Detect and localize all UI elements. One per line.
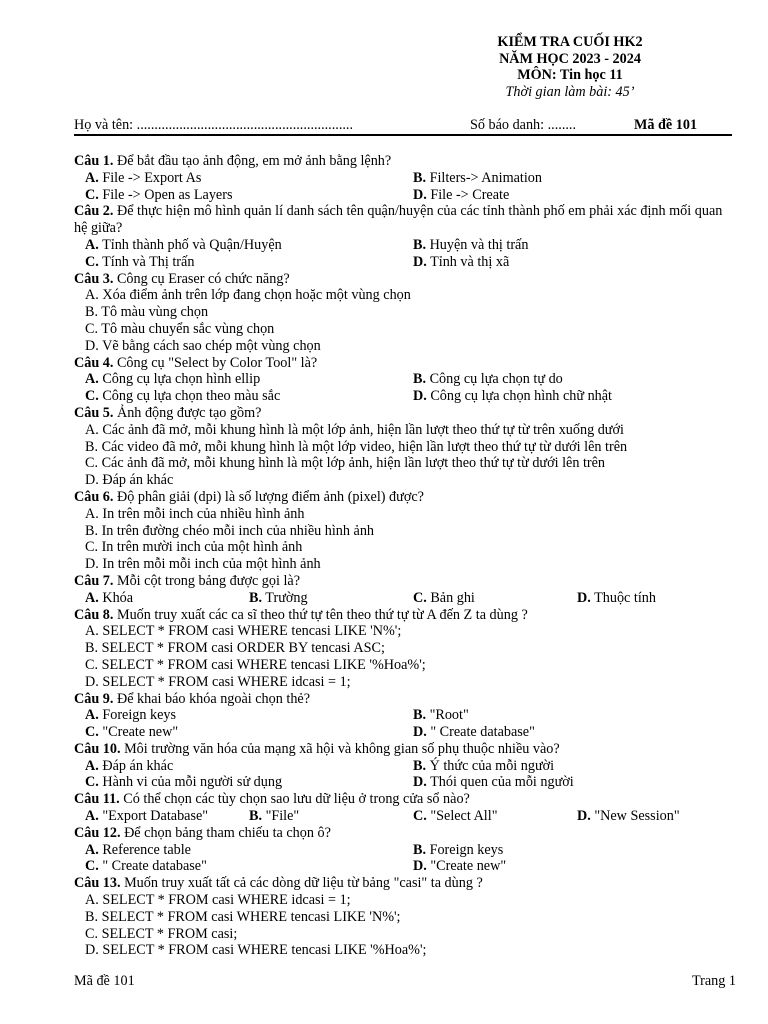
question-number: Câu 10. [74,740,121,757]
student-info-line [74,117,732,136]
option-text: SELECT * FROM casi WHERE idcasi = 1; [98,892,351,909]
option-letter: D. [413,388,427,405]
question-11 [74,791,730,825]
answer-option-a [85,842,191,859]
answer-option-b [413,707,469,724]
option-text: Vẽ bằng cách sao chép một vùng chọn [98,337,321,354]
question-text: Để khai báo khóa ngoài chọn thẻ? [113,690,311,707]
question-number: Câu 12. [74,824,121,841]
answer-option-a [85,623,401,639]
question-number: Câu 8. [74,606,114,623]
option-row [74,338,730,355]
option-row [74,657,730,674]
option-row [74,892,730,909]
option-text: Tỉnh và thị xã [426,253,510,270]
question-text: Độ phân giải (dpi) là số lượng điểm ảnh (pixel) được? [113,488,424,505]
question-stem [74,791,730,808]
option-letter: D. [85,556,99,573]
option-text: "Export Database" [98,808,209,825]
option-text: In trên mười inch của một hình ảnh [98,539,303,556]
option-letter: C. [85,455,99,472]
option-text: SELECT * FROM casi; [98,925,238,942]
option-row [74,909,730,926]
answer-option-c [85,187,232,204]
exam-code: Mã đề 101 [634,117,698,133]
answer-option-d [413,187,509,204]
question-13 [74,875,730,959]
answer-option-d [85,472,173,488]
option-row [74,371,730,388]
question-stem [74,741,730,758]
option-letter: A. [85,623,99,640]
option-letter: C. [85,539,99,556]
answer-option-a [85,422,624,438]
time-limit: Thời gian làm bài: 45’ [505,83,635,100]
option-text: "Select All" [426,808,498,825]
option-row [74,422,730,439]
answer-option-a [85,808,208,825]
footer-exam-code: Mã đề 101 [74,973,135,989]
answer-option-b [413,237,528,254]
option-text: "Create new" [98,724,179,741]
option-letter: A. [85,707,99,724]
option-row [74,707,730,724]
option-text: Bản ghi [426,589,475,606]
student-name-field: Họ và tên: ............................................................. [74,117,354,133]
option-letter: D. [413,724,427,741]
answer-option-a [85,237,282,254]
option-row [74,170,730,187]
option-row [74,472,730,489]
option-letter: A. [85,421,99,438]
option-text: Tỉnh thành phố và Quận/Huyện [98,236,282,253]
option-text: In trên mỗi inch của nhiều hình ảnh [98,505,305,522]
option-text: Công cụ lựa chọn theo màu sắc [98,388,281,405]
option-row [74,304,730,321]
question-text: Công cụ "Select by Color Tool" là? [113,354,318,371]
option-row [74,321,730,338]
question-number: Câu 9. [74,690,114,707]
option-row [74,774,730,791]
answer-option-c [85,539,302,555]
question-text: Mỗi cột trong bảng được gọi là? [113,572,301,589]
option-letter: A. [85,287,99,304]
question-9 [74,691,730,741]
option-row [74,237,730,254]
answer-option-c [85,724,178,741]
option-letter: D. [85,942,99,959]
answer-option-c [413,808,497,825]
option-letter: C. [85,724,99,741]
answer-option-b [413,371,563,388]
exam-header [450,34,690,100]
option-letter: A. [85,169,99,186]
option-letter: D. [85,472,99,489]
question-text: Có thể chọn các tùy chọn sao lưu dữ liệu ở trong cửa sổ nào? [119,791,470,808]
option-letter: A. [85,236,99,253]
option-letter: B. [413,757,427,774]
option-letter: C. [85,858,99,875]
option-letter: A. [85,505,99,522]
option-text: Thói quen của mỗi người [426,774,574,791]
page-number: Trang 1 [691,973,736,989]
option-letter: C. [85,253,99,270]
question-list [74,153,730,959]
question-stem [74,875,730,892]
option-letter: B. [85,522,99,539]
answer-option-d [577,808,680,825]
answer-option-d [577,590,656,607]
option-letter: C. [85,320,99,337]
subject: MÔN: Tin học 11 [517,67,623,83]
answer-option-d [413,724,535,741]
option-row [74,623,730,640]
question-number: Câu 3. [74,270,114,287]
option-text: "File" [262,808,300,825]
question-stem [74,271,730,288]
option-text: Tô màu chuyển sắc vùng chọn [98,320,275,337]
answer-option-c [85,455,605,471]
question-8 [74,607,730,691]
answer-option-b [85,909,401,925]
question-text: Ảnh động được tạo gồm? [113,404,262,421]
question-stem [74,203,730,237]
option-letter: A. [85,892,99,909]
option-row [74,439,730,456]
answer-option-b [85,304,208,320]
answer-option-a [85,758,173,775]
answer-option-c [85,774,282,791]
option-row [74,590,730,607]
option-row [74,187,730,204]
answer-option-d [85,942,427,958]
option-letter: D. [85,337,99,354]
question-number: Câu 2. [74,203,114,220]
question-text: Công cụ Eraser có chức năng? [113,270,290,287]
question-stem [74,825,730,842]
answer-option-c [85,254,194,271]
option-text: Công cụ lựa chọn hình ellip [98,371,261,388]
question-1 [74,153,730,203]
answer-option-b [413,170,542,187]
answer-option-a [85,506,304,522]
option-row [74,858,730,875]
option-text: Hành vi của mỗi người sử dụng [98,774,283,791]
option-text: In trên mỗi mỗi inch của một hình ảnh [98,556,321,573]
answer-option-a [85,707,176,724]
question-4 [74,355,730,405]
answer-option-c [85,388,280,405]
option-letter: B. [413,236,427,253]
option-letter: B. [85,438,99,455]
option-letter: A. [85,841,99,858]
option-letter: B. [85,304,99,321]
question-stem [74,573,730,590]
option-text: " Create database" [426,724,535,741]
answer-option-a [85,287,411,303]
option-letter: D. [413,858,427,875]
option-text: Công cụ lựa chọn tự do [426,371,563,388]
answer-option-c [85,926,237,942]
option-letter: D. [85,673,99,690]
question-10 [74,741,730,791]
answer-option-d [413,774,574,791]
option-text: "Create new" [426,858,507,875]
question-3 [74,271,730,355]
option-text: SELECT * FROM casi WHERE tencasi LIKE 'N%'; [98,623,402,640]
question-number: Câu 7. [74,572,114,589]
question-stem [74,691,730,708]
option-letter: D. [577,589,591,606]
answer-option-b [85,523,374,539]
option-text: "New Session" [590,808,680,825]
option-text: Công cụ lựa chọn hình chữ nhật [426,388,612,405]
option-text: In trên đường chéo mỗi inch của nhiều hình ảnh [98,522,375,539]
option-row [74,724,730,741]
option-row [74,523,730,540]
option-letter: C. [413,808,427,825]
option-text: Trường [262,589,308,606]
option-text: Các video đã mở, mỗi khung hình là một lớp video, hiện lần lượt theo thứ tự từ dưới lên trên [98,438,628,455]
option-text: Thuộc tính [590,589,656,606]
option-letter: C. [85,186,99,203]
option-text: Foreign keys [426,841,504,858]
option-row [74,388,730,405]
option-letter: D. [413,774,427,791]
question-text: Muốn truy xuất các ca sĩ theo thứ tự tên theo thứ tự từ A đến Z ta dùng ? [113,606,528,623]
option-text: Các ảnh đã mở, mỗi khung hình là một lớp ảnh, hiện lần lượt theo thứ tự từ dưới lên trên [98,455,606,472]
option-text: Ý thức của mỗi người [426,757,555,774]
question-number: Câu 11. [74,791,120,808]
answer-option-a [85,170,201,187]
option-letter: D. [413,253,427,270]
exam-title: KIỂM TRA CUỐI HK2 [497,34,643,50]
option-text: File -> Create [426,186,510,203]
option-letter: D. [413,186,427,203]
question-text: Để chọn bảng tham chiếu ta chọn ô? [120,824,331,841]
question-5 [74,405,730,489]
answer-option-d [85,674,351,690]
option-text: Đáp án khác [98,757,174,774]
option-letter: A. [85,808,99,825]
question-text: Để thực hiện mô hình quản lí danh sách tên quận/huyện của các tỉnh thành phố em phải xác định mối quan hệ giữa? [74,203,723,237]
option-letter: B. [413,169,427,186]
option-row [74,808,730,825]
option-text: "Root" [426,707,469,724]
question-number: Câu 13. [74,875,121,892]
option-letter: B. [249,589,263,606]
option-letter: B. [413,371,427,388]
option-row [74,556,730,573]
option-text: Các ảnh đã mở, mỗi khung hình là một lớp ảnh, hiện lần lượt theo thứ tự từ trên xuống dưới [98,421,624,438]
option-letter: C. [85,656,99,673]
option-letter: C. [85,388,99,405]
question-text: Muốn truy xuất tất cả các dòng dữ liệu từ bảng "casi" ta dùng ? [120,875,483,892]
option-letter: C. [85,925,99,942]
answer-option-a [85,371,260,388]
option-letter: B. [413,707,427,724]
answer-option-c [85,858,207,875]
option-text: SELECT * FROM casi WHERE tencasi LIKE '%Hoa%'; [98,656,426,673]
answer-option-b [85,640,385,656]
option-text: Khóa [98,589,134,606]
option-row [74,506,730,523]
answer-option-b [249,808,299,825]
question-number: Câu 5. [74,404,114,421]
option-row [74,842,730,859]
option-text: Reference table [98,841,191,858]
option-text: Tô màu vùng chọn [98,304,209,321]
option-letter: A. [85,371,99,388]
answer-option-b [249,590,308,607]
answer-option-d [85,556,321,572]
answer-option-b [85,439,627,455]
option-letter: B. [85,640,99,657]
answer-option-b [413,758,554,775]
question-7 [74,573,730,607]
question-text: Môi trường văn hóa của mạng xã hội và không gian số phụ thuộc nhiều vào? [120,740,560,757]
question-stem [74,355,730,372]
question-stem [74,607,730,624]
option-row [74,287,730,304]
option-text: File -> Open as Layers [98,186,233,203]
option-text: SELECT * FROM casi WHERE tencasi LIKE '%Hoa%'; [98,942,427,959]
question-number: Câu 6. [74,488,114,505]
question-stem [74,405,730,422]
answer-option-d [413,388,612,405]
option-letter: A. [85,757,99,774]
answer-option-c [85,321,274,337]
option-letter: B. [249,808,263,825]
option-row [74,926,730,943]
option-row [74,674,730,691]
option-text: Đáp án khác [98,472,174,489]
option-text: SELECT * FROM casi ORDER BY tencasi ASC; [98,640,385,657]
answer-option-c [85,657,426,673]
option-row [74,539,730,556]
option-text: Huyện và thị trấn [426,236,529,253]
option-text: Xóa điểm ảnh trên lớp đang chọn hoặc một vùng chọn [98,287,411,304]
school-year: NĂM HỌC 2023 - 2024 [499,50,641,67]
answer-option-a [85,590,133,607]
question-number: Câu 4. [74,354,114,371]
answer-option-c [413,590,475,607]
option-row [74,758,730,775]
option-letter: B. [413,841,427,858]
option-letter: A. [85,589,99,606]
student-id-field: Số báo danh: ........ [470,117,577,133]
question-12 [74,825,730,875]
option-letter: C. [413,589,427,606]
option-row [74,455,730,472]
question-2 [74,203,730,270]
option-text: Filters-> Animation [426,169,542,186]
question-stem [74,489,730,506]
option-row [74,254,730,271]
option-text: Tính và Thị trấn [98,253,195,270]
answer-option-a [85,892,351,908]
option-text: File -> Export As [98,169,202,186]
answer-option-d [85,338,321,354]
question-text: Để bắt đầu tạo ảnh động, em mở ảnh bằng lệnh? [113,153,392,169]
question-number: Câu 1. [74,153,114,169]
question-stem [74,153,730,170]
option-row [74,942,730,959]
option-text: SELECT * FROM casi WHERE tencasi LIKE 'N%'; [98,908,401,925]
option-text: " Create database" [98,858,207,875]
option-letter: B. [85,908,99,925]
answer-option-b [413,842,503,859]
answer-option-d [413,858,506,875]
option-text: Foreign keys [98,707,177,724]
answer-option-d [413,254,509,271]
question-6 [74,489,730,573]
option-letter: D. [577,808,591,825]
option-letter: C. [85,774,99,791]
option-row [74,640,730,657]
option-text: SELECT * FROM casi WHERE idcasi = 1; [98,673,351,690]
